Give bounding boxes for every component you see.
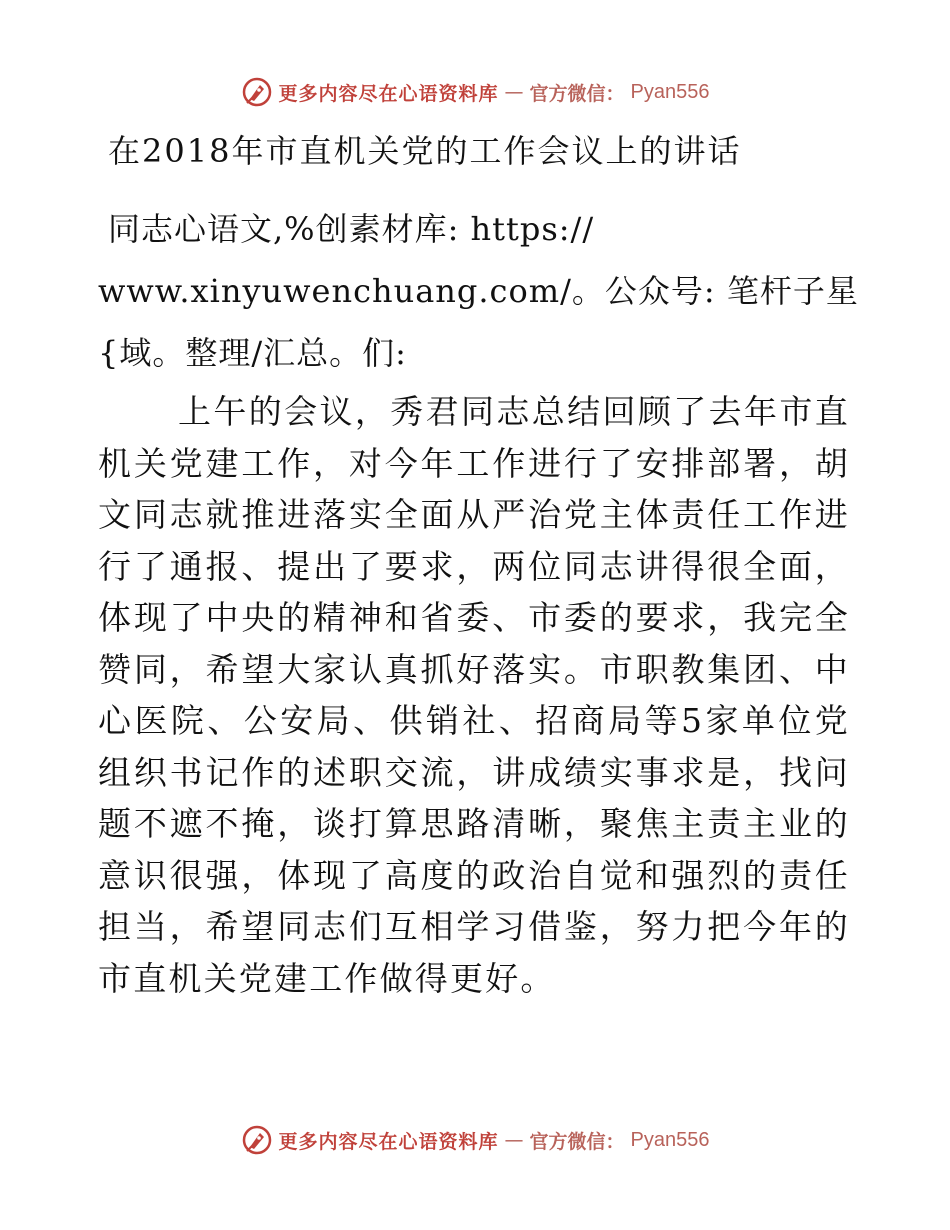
header-banner-content — [241, 76, 710, 108]
banner-wechat-label: 官方微信： — [529, 82, 625, 105]
header-banner — [0, 72, 950, 112]
document-header-block — [98, 198, 858, 384]
banner-wechat-label: 官方微信： — [529, 1130, 625, 1153]
footer-banner — [0, 1120, 950, 1160]
header-line-2: www.xinyuwenchuang.com/。公众号: 笔杆子星 — [98, 272, 859, 310]
document-title: 在2018年市直机关党的工作会议上的讲话 — [108, 132, 742, 170]
banner-wechat-id: Pyan556 — [630, 1128, 710, 1151]
banner-wechat-id: Pyan556 — [630, 80, 710, 103]
banner-slogan: 更多内容尽在心语资料库 — [278, 82, 499, 105]
header-line-1: 同志心语文,%创素材库: https:// — [108, 210, 595, 248]
header-line-3: {域。整理/汇总。们: — [98, 334, 407, 372]
footer-banner-content — [241, 1124, 710, 1156]
banner-slogan: 更多内容尽在心语资料库 — [278, 1130, 499, 1153]
banner-separator: — — [504, 1129, 524, 1151]
banner-separator: — — [504, 81, 524, 103]
body-paragraph: 上午的会议，秀君同志总结回顾了去年市直机关党建工作，对今年工作进行了安排部署，胡文同志就推进落实全面从严治党主体责任工作进行了通报、提出了要求，两位同志讲得很全面，体现了中央的精神和省委、市委的要求，我完全赞同，希望大家认真抓好落实。市职教集团、中心医院、公安局、供销社、招商局等5家单位党组织书记作的述职交流，讲成绩实事求是，找问题不遮不掩，谈打算思路清晰，聚焦主责主业的意识很强，体现了高度的政治自觉和强烈的责任担当，希望同志们互相学习借鉴，努力把今年的市直机关党建工作做得更好。 — [98, 392, 850, 998]
pen-nib-circle-icon — [241, 1124, 273, 1156]
pen-nib-circle-icon — [241, 76, 273, 108]
